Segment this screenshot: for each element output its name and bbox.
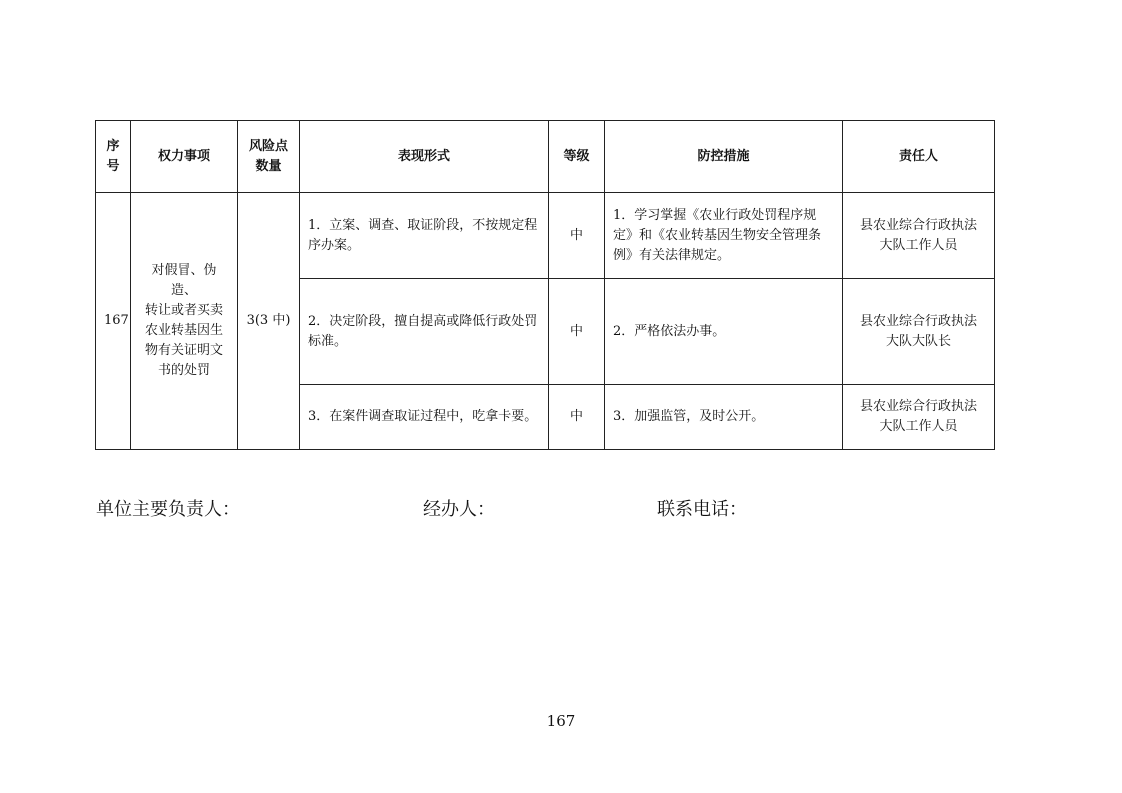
item-cell: 对假冒、伪造、 转让或者买卖 农业转基因生 物有关证明文 书的处罚: [131, 193, 238, 450]
header-level: 等级: [549, 121, 605, 193]
measure-cell: 3．加强监管，及时公开。: [605, 385, 843, 450]
header-seq: 序 号: [96, 121, 131, 193]
level-cell: 中: [549, 193, 605, 279]
header-form: 表现形式: [300, 121, 549, 193]
count-cell: 3(3 中): [238, 193, 300, 450]
form-cell: 1．立案、调查、取证阶段，不按规定程序办案。: [300, 193, 549, 279]
page-number: 167: [546, 712, 576, 730]
header-item: 权力事项: [131, 121, 238, 193]
person-cell: 县农业综合行政执法 大队大队长: [843, 279, 995, 385]
unit-head-signature-label: 单位主要负责人：: [96, 499, 240, 520]
form-cell: 3．在案件调查取证过程中，吃拿卡要。: [300, 385, 549, 450]
table-row: [96, 193, 995, 279]
level-cell: 中: [549, 385, 605, 450]
phone-label: 联系电话：: [657, 499, 747, 520]
header-person: 责任人: [843, 121, 995, 193]
person-cell: 县农业综合行政执法 大队工作人员: [843, 385, 995, 450]
table-header-row: [96, 121, 995, 193]
measure-cell: 2．严格依法办事。: [605, 279, 843, 385]
seq-cell: 167: [96, 193, 131, 450]
header-count: 风险点 数量: [238, 121, 300, 193]
person-cell: 县农业综合行政执法 大队工作人员: [843, 193, 995, 279]
form-cell: 2．决定阶段，擅自提高或降低行政处罚标准。: [300, 279, 549, 385]
measure-cell: 1．学习掌握《农业行政处罚程序规定》和《农业转基因生物安全管理条例》有关法律规定。: [605, 193, 843, 279]
level-cell: 中: [549, 279, 605, 385]
handler-signature-label: 经办人：: [423, 499, 495, 520]
header-measures: 防控措施: [605, 121, 843, 193]
risk-table: [95, 120, 995, 450]
